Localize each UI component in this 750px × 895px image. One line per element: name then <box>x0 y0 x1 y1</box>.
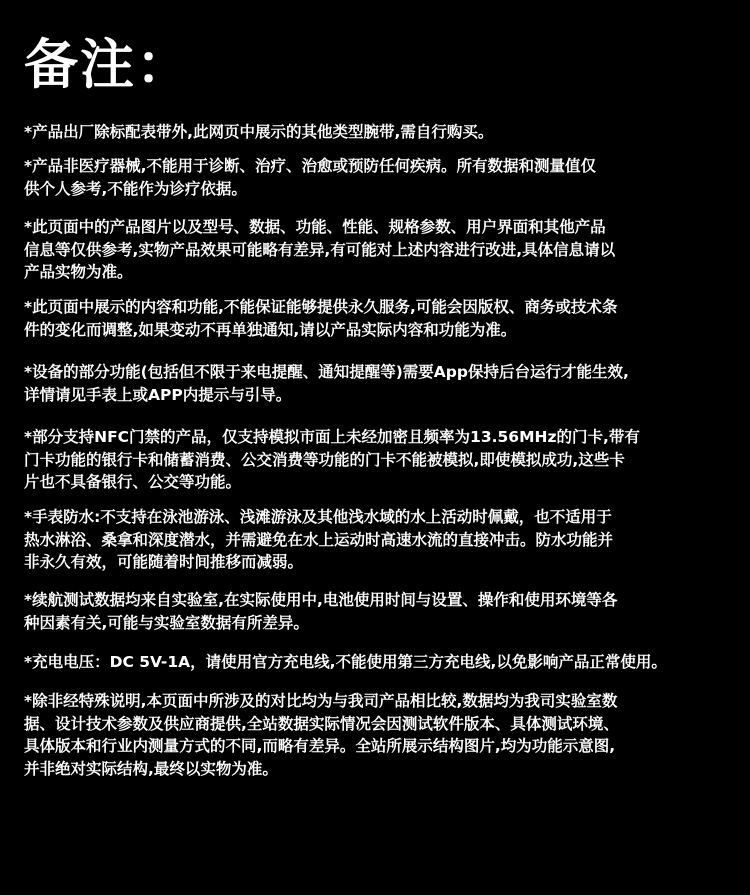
note-waterproof: *手表防水:不支持在泳池游泳、浅滩游泳及其他浅水域的水上活动时佩戴，也不适用于 热水淋浴、桑拿和深度潜水，并需避免在水上运动时高速水流的直接冲击。防水功能并 非永久有效，可能随着时间推移而减弱。 <box>24 508 614 571</box>
note-not-medical: *产品非医疗器械,不能用于诊断、治疗、治愈或预防任何疾病。所有数据和测量值仅 供个人参考,不能作为诊疗依据。 <box>24 157 596 198</box>
note-comparison: *除非经特殊说明,本页面中所涉及的对比均为与我司产品相比较,数据均为我司实验室数 据、设计技术参数及供应商提供,全站数据实际情况会因测试软件版本、具体测试环境、 具体版本和行业内测量方式的不同,而略有差异。全站所展示结构图片,均为功能示意图, 并非绝对实际结构,最终以实物为准。 <box>24 692 619 778</box>
note-wristband: *产品出厂除标配表带外,此网页中展示的其他类型腕带,需自行购买。 <box>24 123 494 141</box>
note-battery: *续航测试数据均来自实验室,在实际使用中,电池使用时间与设置、操作和使用环境等各 种因素有关,可能与实验室数据有所差异。 <box>24 591 618 632</box>
note-service-content: *此页面中展示的内容和功能,不能保证能够提供永久服务,可能会因版权、商务或技术条 件的变化而调整,如果变动不再单独通知,请以产品实际内容和功能为准。 <box>24 298 618 339</box>
note-app-background: *设备的部分功能(包括但不限于来电提醒、通知提醒等)需要App保持后台运行才能生效, 详情请见手表上或APP内提示与引导。 <box>24 363 629 404</box>
note-charging: *充电电压：DC 5V-1A，请使用官方充电线,不能使用第三方充电线,以免影响产品正常使用。 <box>24 653 667 671</box>
page-title: 备注： <box>24 33 192 96</box>
note-nfc: *部分支持NFC门禁的产品，仅支持模拟市面上未经加密且频率为13.56MHz的门卡,带有 门卡功能的银行卡和储蓄消费、公交消费等功能的门卡不能被模拟,即使模拟成功,这些卡 片也不具备银行、公交等功能。 <box>24 428 640 491</box>
note-product-info: *此页面中的产品图片以及型号、数据、功能、性能、规格参数、用户界面和其他产品 信息等仅供参考,实物产品效果可能略有差异,有可能对上述内容进行改进,具体信息请以 产品实物为准。 <box>24 218 616 281</box>
